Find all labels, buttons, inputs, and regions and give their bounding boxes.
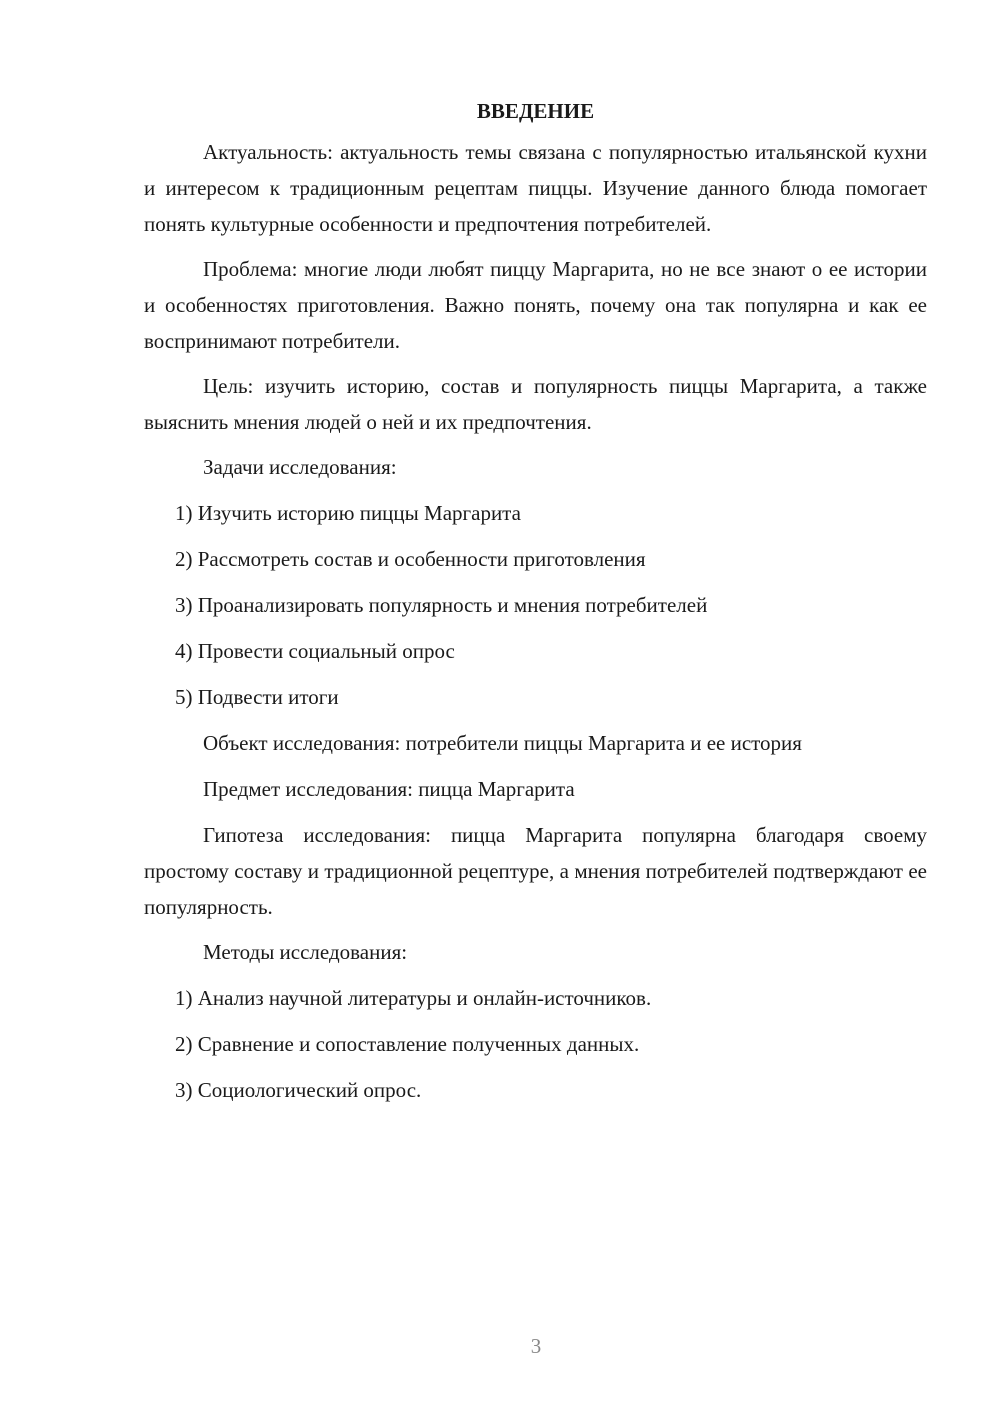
tasks-heading: Задачи исследования: <box>203 455 397 479</box>
methods-heading: Методы исследования: <box>203 940 408 964</box>
list-item: 1) Изучить историю пиццы Маргарита <box>175 501 521 525</box>
document-body <box>144 96 927 1118</box>
list-item: 3) Социологический опрос. <box>175 1078 422 1102</box>
problem-paragraph: Проблема: многие люди любят пиццу Маргарита, но не все знают о ее истории и особенностях приготовления. Важно понять, почему она так популярна и как ее воспринимают потребители. <box>144 257 927 353</box>
page-title: ВВЕДЕНИЕ <box>476 99 595 123</box>
list-item: 1) Анализ научной литературы и онлайн-источников. <box>175 986 652 1010</box>
list-item: 4) Провести социальный опрос <box>175 639 455 663</box>
methods-list <box>144 980 927 1108</box>
tasks-list <box>144 495 927 715</box>
research-object: Объект исследования: потребители пиццы Маргарита и ее история <box>203 731 802 755</box>
list-item: 2) Сравнение и сопоставление полученных данных. <box>175 1032 640 1056</box>
hypothesis-paragraph: Гипотеза исследования: пицца Маргарита популярна благодаря своему простому составу и традиционной рецептуре, а мнения потребителей подтверждают ее популярность. <box>144 823 927 919</box>
relevance-paragraph: Актуальность: актуальность темы связана с популярностью итальянской кухни и интересом к традиционным рецептам пиццы. Изучение данного блюда помогает понять культурные особенности и предпочтения потребителей. <box>144 140 927 236</box>
page-number: 3 <box>530 1334 542 1358</box>
goal-paragraph: Цель: изучить историю, состав и популярность пиццы Маргарита, а также выяснить мнения людей о ней и их предпочтения. <box>144 374 927 434</box>
list-item: 5) Подвести итоги <box>175 685 339 709</box>
list-item: 2) Рассмотреть состав и особенности приготовления <box>175 547 646 571</box>
list-item: 3) Проанализировать популярность и мнения потребителей <box>175 593 708 617</box>
research-subject: Предмет исследования: пицца Маргарита <box>203 777 575 801</box>
